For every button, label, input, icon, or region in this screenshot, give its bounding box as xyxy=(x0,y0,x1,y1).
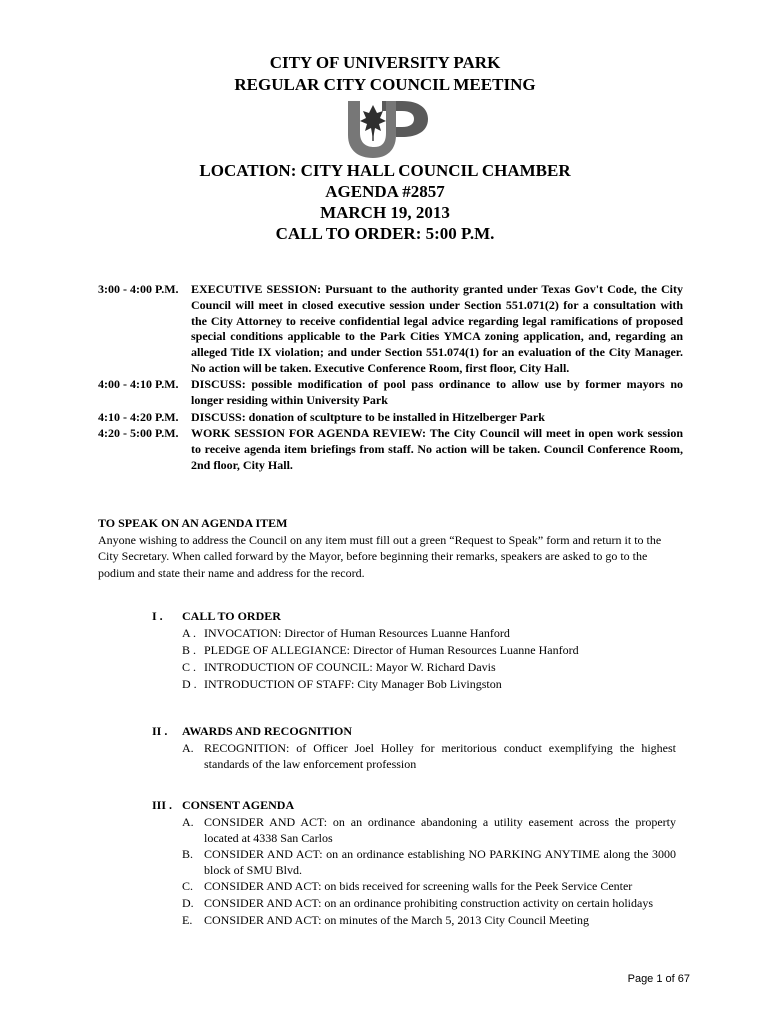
item-text: CONSIDER AND ACT: on minutes of the March 5, 2013 City Council Meeting xyxy=(204,913,590,927)
schedule-item xyxy=(98,426,683,473)
agenda-item xyxy=(182,878,676,895)
schedule-item xyxy=(98,377,683,409)
schedule-time: 4:10 - 4:20 P.M. xyxy=(98,409,179,424)
schedule-text: DISCUSS: donation of scultpture to be installed in Hitzelberger Park xyxy=(191,409,545,424)
item-letter: D. xyxy=(182,896,194,910)
speaker-instructions xyxy=(98,515,683,581)
city-name: CITY OF UNIVERSITY PARK xyxy=(269,53,501,72)
section-number: II . xyxy=(152,724,168,738)
section-heading xyxy=(152,797,676,814)
schedule-item xyxy=(98,282,683,377)
item-letter: E. xyxy=(182,913,193,927)
schedule-text: DISCUSS: possible modification of pool pass ordinance to allow use by former mayors no longer residing within University Park xyxy=(191,377,683,408)
agenda-item xyxy=(182,814,676,846)
item-letter: C. xyxy=(182,879,194,893)
section-title: CONSENT AGENDA xyxy=(182,798,295,812)
item-text: CONSIDER AND ACT: on an ordinance establishing NO PARKING ANYTIME along the 3000 block of SMU Blvd. xyxy=(204,847,676,877)
university-park-logo-icon xyxy=(344,97,428,159)
item-text: CONSIDER AND ACT: on bids received for screening walls for the Peek Service Center xyxy=(204,879,633,893)
call-to-order-time: CALL TO ORDER: 5:00 P.M. xyxy=(275,224,495,243)
agenda-item xyxy=(182,740,676,772)
item-letter: B. xyxy=(182,847,194,861)
agenda-item xyxy=(182,676,676,693)
agenda-item xyxy=(182,642,676,659)
section-heading xyxy=(152,723,676,740)
section-title: CALL TO ORDER xyxy=(182,609,281,623)
item-text: RECOGNITION: of Officer Joel Holley for meritorious conduct exemplifying the highest standards of the law enforcement profession xyxy=(204,741,676,771)
schedule-time: 4:20 - 5:00 P.M. xyxy=(98,425,179,440)
work-session-schedule xyxy=(98,282,683,474)
agenda-item xyxy=(182,846,676,878)
item-text: INTRODUCTION OF COUNCIL: Mayor W. Richard Davis xyxy=(204,660,496,674)
agenda-section xyxy=(152,608,676,693)
schedule-item xyxy=(98,410,683,426)
meeting-type: REGULAR CITY COUNCIL MEETING xyxy=(234,75,536,94)
section-title: AWARDS AND RECOGNITION xyxy=(182,724,353,738)
agenda-item xyxy=(182,659,676,676)
agenda-item xyxy=(182,625,676,642)
meeting-date: MARCH 19, 2013 xyxy=(320,203,450,222)
section-number: III . xyxy=(152,798,173,812)
agenda-section xyxy=(152,797,676,929)
item-text: INVOCATION: Director of Human Resources Luanne Hanford xyxy=(204,626,510,640)
item-text: PLEDGE OF ALLEGIANCE: Director of Human Resources Luanne Hanford xyxy=(204,643,579,657)
item-letter: A. xyxy=(182,815,194,829)
speaker-heading: TO SPEAK ON AN AGENDA ITEM xyxy=(98,516,288,530)
item-letter: D . xyxy=(182,677,197,691)
item-text: CONSIDER AND ACT: on an ordinance abandoning a utility easement across the property located at 4338 San Carlos xyxy=(204,815,676,845)
item-letter: C . xyxy=(182,660,197,674)
schedule-time: 3:00 - 4:00 P.M. xyxy=(98,282,179,296)
schedule-text: EXECUTIVE SESSION: Pursuant to the authority granted under Texas Gov't Code, the City Council will meet in closed executive session under Section 551.071(2) for a consultation with the City Attorney to receive confidential legal advice regarding legal ramifications of proposed special conditions applicable to the Park Cities YMCA zoning application, and, regarding an alleged Title IX violation; and under Section 551.074(1) for an evaluation of the City Manager. No action will be taken. Executive Conference Room, first floor, City Hall. xyxy=(191,282,683,375)
item-text: INTRODUCTION OF STAFF: City Manager Bob Livingston xyxy=(204,677,502,691)
item-text: CONSIDER AND ACT: on an ordinance prohibiting construction activity on certain holidays xyxy=(204,896,653,910)
agenda-number: AGENDA #2857 xyxy=(325,182,445,201)
item-letter: A . xyxy=(182,626,197,640)
section-number: I . xyxy=(152,609,163,623)
speaker-text: Anyone wishing to address the Council on any item must fill out a green “Request to Speak” form and return it to the City Secretary. When called forward by the Mayor, before beginning their remarks, speakers are asked to go to the podium and state their name and address for the record. xyxy=(98,532,662,580)
agenda-item xyxy=(182,895,676,912)
schedule-text: WORK SESSION FOR AGENDA REVIEW: The City Council will meet in open work session to receive agenda item briefings from staff. No action will be taken. Council Conference Room, 2nd floor, City Hall. xyxy=(191,425,683,472)
meeting-details xyxy=(0,160,770,244)
agenda-item xyxy=(182,912,676,929)
item-letter: B . xyxy=(182,643,197,657)
schedule-time: 4:00 - 4:10 P.M. xyxy=(98,377,179,392)
page-number: Page 1 of 67 xyxy=(627,973,690,985)
section-heading xyxy=(152,608,676,625)
document-title xyxy=(0,52,770,96)
meeting-location: LOCATION: CITY HALL COUNCIL CHAMBER xyxy=(199,161,571,180)
item-letter: A. xyxy=(182,741,194,755)
agenda-section xyxy=(152,723,676,772)
